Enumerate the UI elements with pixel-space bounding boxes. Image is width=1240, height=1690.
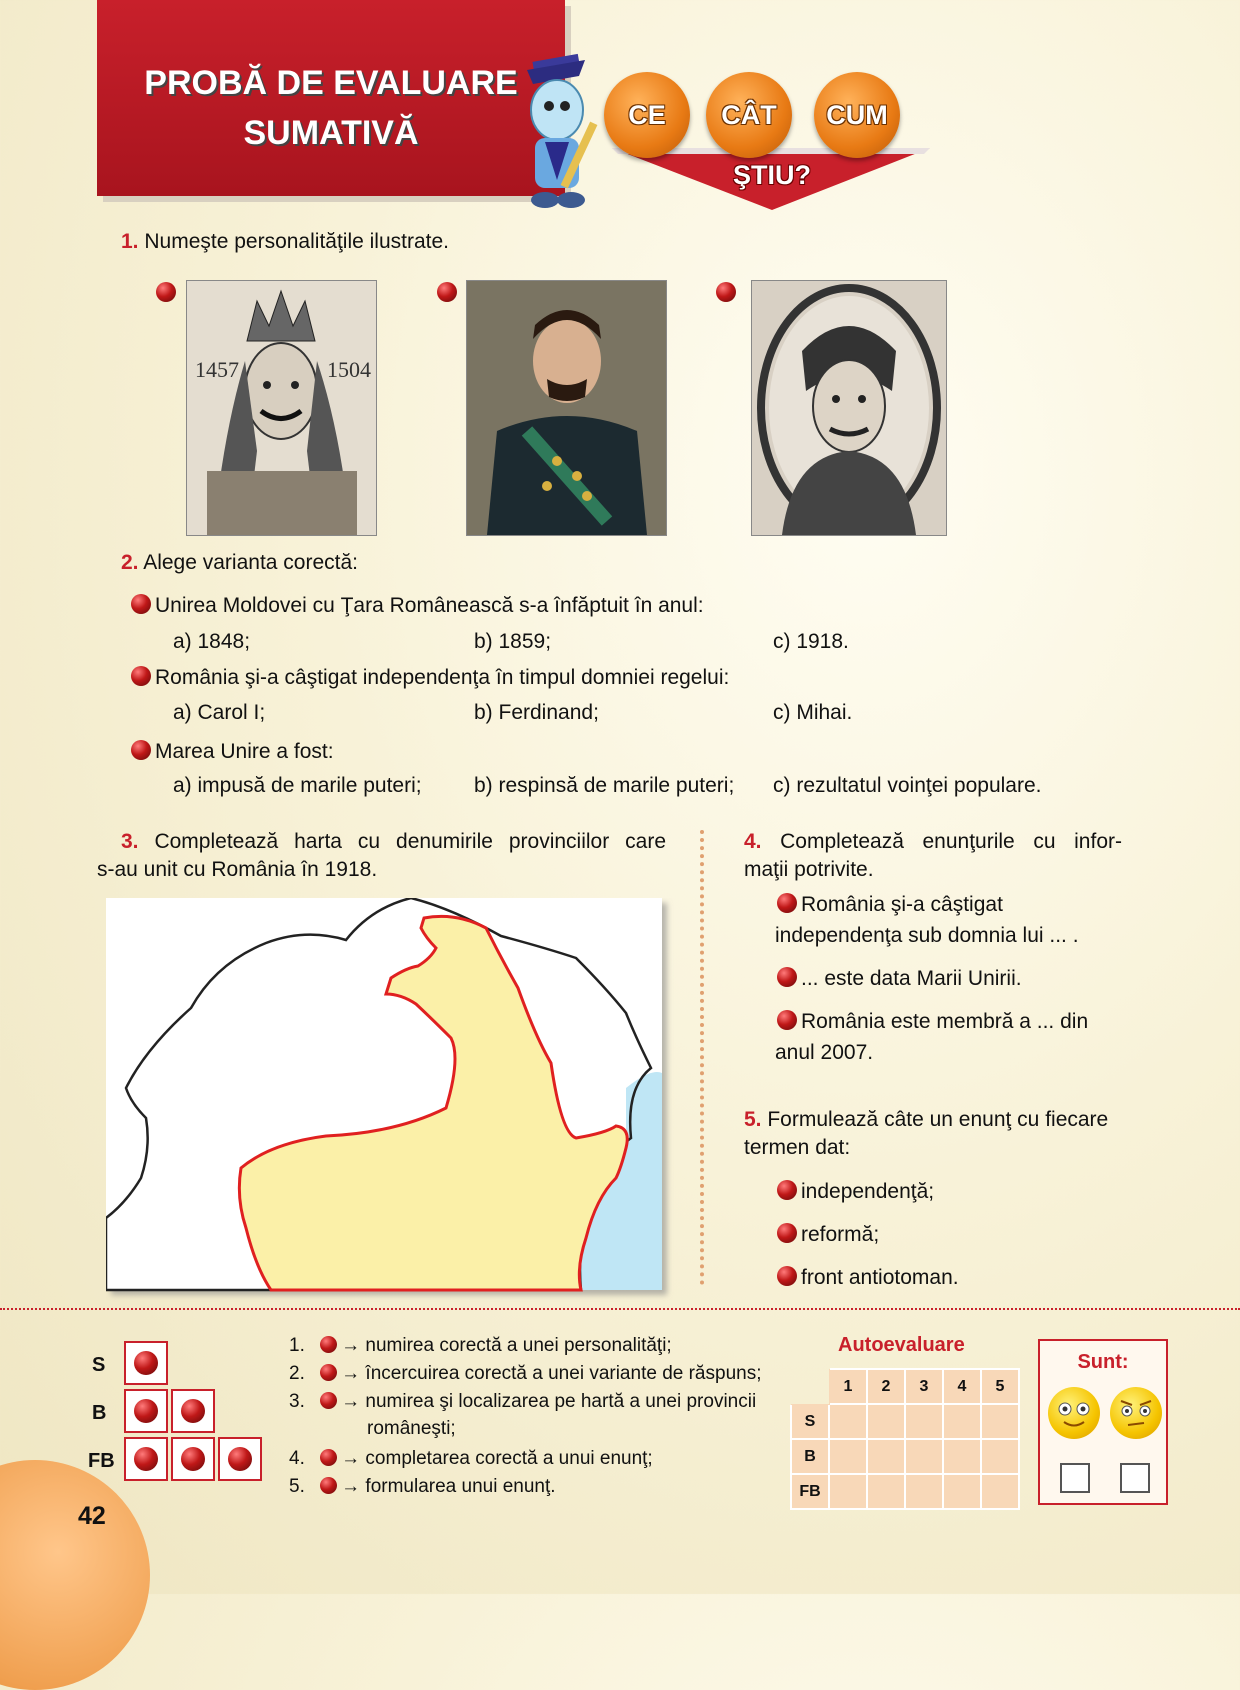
bullet-icon [320,1336,337,1353]
grade-cell[interactable] [943,1474,981,1509]
score-cell [171,1437,215,1481]
divider-vertical [700,830,704,1285]
q2-item-1-option-c[interactable]: c) 1918. [773,630,849,653]
q5-line2: termen dat: [744,1136,851,1159]
col-header: 3 [905,1369,943,1404]
row-header: FB [791,1474,829,1509]
bullet-icon [777,967,797,987]
q4-line2: maţii potrivite. [744,858,874,881]
grade-cell[interactable] [981,1439,1019,1474]
pill-cum: CUM [814,72,900,158]
q3-line2: s-au unit cu România în 1918. [97,858,378,881]
q5-item-1: independenţă; [777,1180,934,1204]
score-cell [124,1389,168,1433]
criterion-4: 4. → completarea corectă a unui enunţ; [289,1448,653,1469]
grade-cell[interactable] [981,1404,1019,1439]
mascot-icon [505,50,605,215]
bullet-icon [777,1010,797,1030]
portrait-2 [466,280,667,536]
col-header: 5 [981,1369,1019,1404]
sunt-box [1038,1339,1168,1505]
bullet-icon [131,594,151,614]
criterion-5: 5. → formularea unui enunţ. [289,1476,556,1497]
bullet-icon [134,1447,158,1471]
grade-cell[interactable] [905,1439,943,1474]
q4-item-1: România şi-a câştigat [777,893,1003,917]
q4-item-2: ... este data Marii Unirii. [777,967,1022,991]
autoevaluare-table [790,1368,1020,1510]
q1-bullet-2 [437,282,457,302]
q2-item-3: Marea Unire a fost: [131,740,334,764]
col-header: 2 [867,1369,905,1404]
q2-text: Alege varianta corectă: [143,551,358,574]
title-box [97,0,565,196]
criterion-2: 2. → încercuirea corectă a unei variante de răspuns; [289,1363,762,1384]
q5-item-2: reformă; [777,1223,879,1247]
score-cell [124,1341,168,1385]
bullet-icon [131,666,151,686]
q4-line1: 4. Completează enunţurile cu infor- [744,830,1122,853]
page-title-line2: SUMATIVĂ [243,114,419,152]
level-b: B [92,1402,107,1424]
portrait-1-caption-left: 1457 [195,357,239,382]
score-cell [218,1437,262,1481]
q2-item-3-option-a[interactable]: a) impusă de marile puteri; [173,774,422,797]
bullet-icon [320,1392,337,1409]
grade-cell[interactable] [867,1439,905,1474]
q3-number: 3. [121,830,139,853]
page-title-line1: PROBĂ DE EVALUARE [144,64,518,102]
page-number-badge [0,1460,150,1690]
portrait-1-caption-right: 1504 [327,357,371,382]
q2-item-3-option-c[interactable]: c) rezultatul voinţei populare. [773,774,1042,797]
checkbox-happy[interactable] [1060,1463,1090,1493]
bullet-icon [134,1351,158,1375]
q5-item-3: front antiotoman. [777,1266,959,1290]
q1-number: 1. [121,230,139,253]
score-cell [124,1437,168,1481]
q5-number: 5. [744,1108,762,1131]
q2-item-1: Unirea Moldovei cu Ţara Românească s-a înfăptuit în anul: [131,594,704,618]
q4-item-1-line2: independenţa sub domnia lui ... . [775,924,1079,947]
grade-cell[interactable] [867,1404,905,1439]
bullet-icon [181,1399,205,1423]
autoevaluare-title: Autoevaluare [838,1334,965,1356]
page-number: 42 [78,1502,106,1530]
unsure-face-icon [1110,1387,1162,1439]
bullet-icon [181,1447,205,1471]
grade-cell[interactable] [905,1474,943,1509]
bullet-icon [134,1399,158,1423]
q4-item-3-line2: anul 2007. [775,1041,874,1064]
romania-map[interactable] [106,898,676,1304]
bullet-icon [320,1477,337,1494]
checkbox-unsure[interactable] [1120,1463,1150,1493]
portrait-1 [186,280,377,536]
q3-line1: 3. Completează harta cu denumirile provinciilor care [121,830,666,853]
q2-item-1-option-b[interactable]: b) 1859; [474,630,552,653]
q4-item-3: România este membră a ... din [777,1010,1088,1034]
bullet-icon [320,1364,337,1381]
bullet-icon [777,1223,797,1243]
bullet-icon [777,1180,797,1200]
divider-horizontal [0,1308,1240,1310]
grade-cell[interactable] [943,1404,981,1439]
q1 [121,230,449,254]
bullet-icon [131,740,151,760]
score-cell [171,1389,215,1433]
q2-item-1-option-a[interactable]: a) 1848; [173,630,251,653]
bullet-icon [777,893,797,913]
criterion-1: 1. → numirea corectă a unei personalităţi; [289,1335,672,1356]
q2 [121,551,358,575]
q2-item-2: România şi-a câştigat independenţa în timpul domniei regelui: [131,666,729,690]
grade-cell[interactable] [829,1474,867,1509]
q1-bullet-3 [716,282,736,302]
q2-item-2-option-a[interactable]: a) Carol I; [173,701,266,724]
level-s: S [92,1354,106,1376]
q1-text: Numeşte personalităţile ilustrate. [144,230,450,253]
happy-face-icon [1048,1387,1100,1439]
grade-cell[interactable] [981,1474,1019,1509]
q5-line1: 5. Formulează câte un enunţ cu fiecare [744,1108,1109,1131]
row-header: B [791,1439,829,1474]
q2-number: 2. [121,551,139,574]
q1-bullet-1 [156,282,176,302]
q4-number: 4. [744,830,762,853]
bullet-icon [320,1449,337,1466]
pill-cat: CÂT [706,72,792,158]
criterion-3: 3. → numirea şi localizarea pe hartă a unei provincii [289,1391,757,1412]
grade-cell[interactable] [829,1404,867,1439]
level-fb: FB [88,1450,115,1472]
q2-item-2-option-b[interactable]: b) Ferdinand; [474,701,599,724]
col-header: 4 [943,1369,981,1404]
grade-cell[interactable] [829,1439,867,1474]
grade-cell[interactable] [867,1474,905,1509]
bullet-icon [228,1447,252,1471]
grade-cell[interactable] [943,1439,981,1474]
corner-cell [791,1369,829,1404]
criterion-3-line2: româneşti; [367,1418,456,1439]
sunt-title: Sunt: [1077,1351,1129,1373]
row-header: S [791,1404,829,1439]
stiu-label: ŞTIU? [733,160,811,190]
pill-ce: CE [604,72,690,158]
grade-cell[interactable] [905,1404,943,1439]
col-header: 1 [829,1369,867,1404]
bullet-icon [777,1266,797,1286]
q2-item-3-option-b[interactable]: b) respinsă de marile puteri; [474,774,735,797]
portrait-3 [751,280,947,536]
q2-item-2-option-c[interactable]: c) Mihai. [773,701,853,724]
